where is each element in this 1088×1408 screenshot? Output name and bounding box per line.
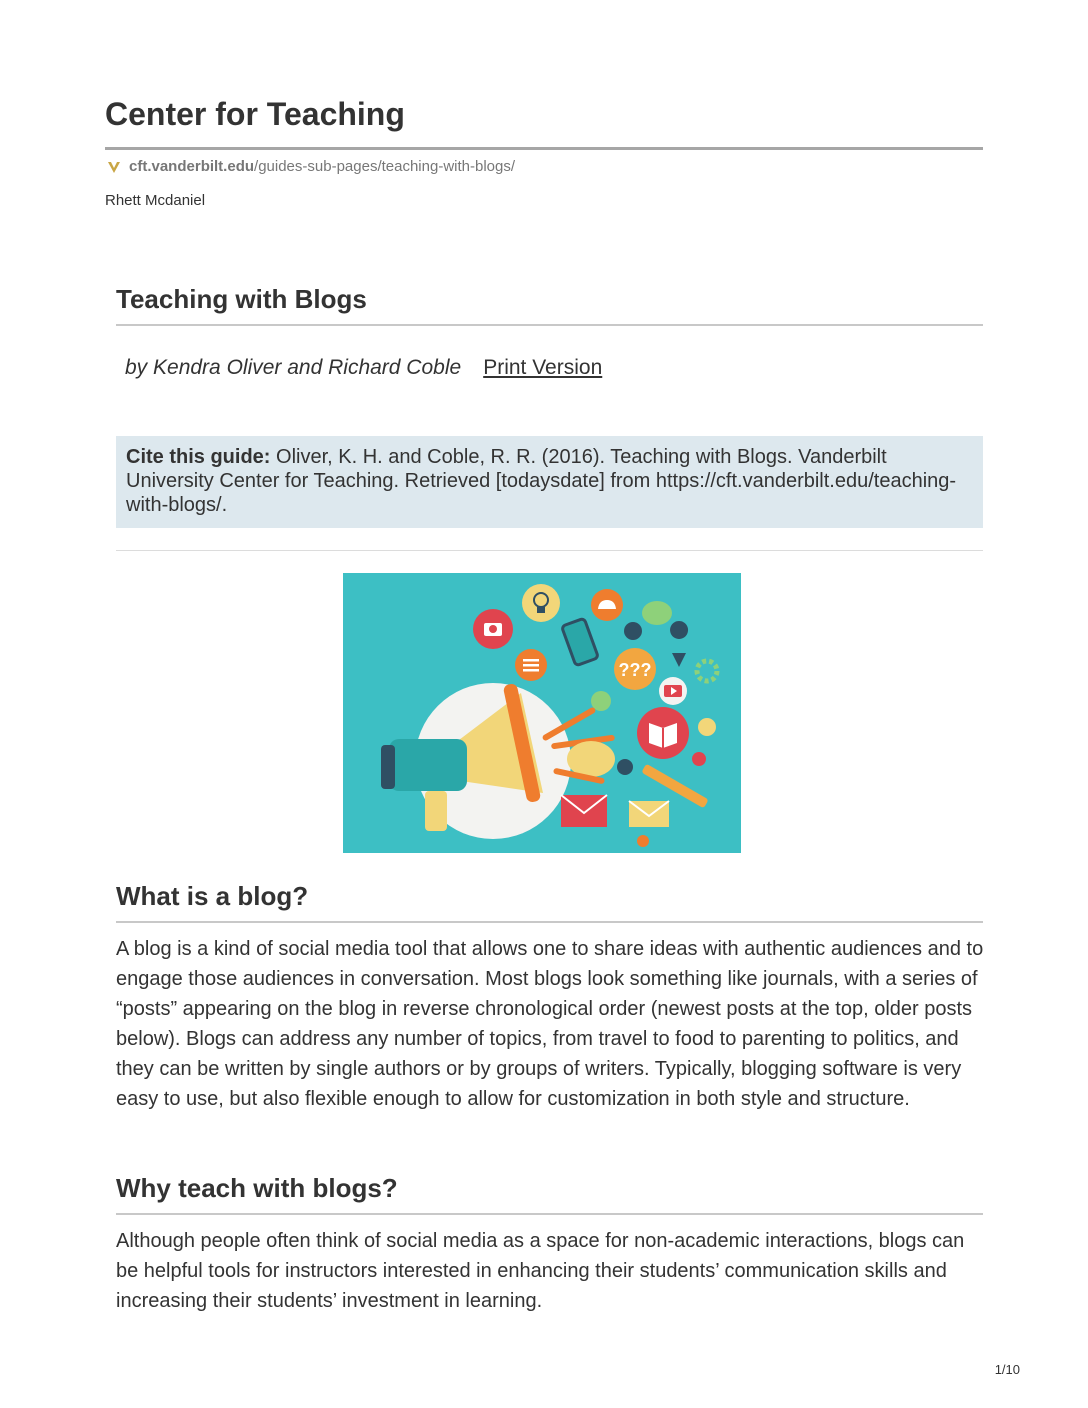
article-title-divider xyxy=(116,324,983,326)
cite-divider xyxy=(116,550,983,551)
svg-text:???: ??? xyxy=(618,660,652,680)
section-heading-why-teach-with-blogs: Why teach with blogs? xyxy=(116,1173,398,1203)
source-url[interactable] xyxy=(107,158,515,175)
section-heading-what-is-a-blog: What is a blog? xyxy=(116,881,309,911)
dot-shape xyxy=(624,622,642,640)
site-title: Center for Teaching xyxy=(105,96,405,132)
cite-box xyxy=(116,436,983,528)
dot-shape xyxy=(698,718,716,736)
section-body-what-is-a-blog: A blog is a kind of social media tool that allows one to share ideas with authentic audiences and to engage those audiences in conversation. Most blogs look something like journals, with a series of “posts” appearing on the blog in reverse chronological order (newest posts at the top, older posts below). Blogs can address any number of topics, from travel to food to parenting to politics, and they can be written by single authors or by groups of writers. Typically, blogging software is very easy to use, but also flexible enough to allow for customization in both style and structure. xyxy=(116,938,984,1110)
speech-bubble-icon xyxy=(567,741,615,777)
site-title-divider xyxy=(105,147,983,150)
dot-shape xyxy=(637,835,649,847)
byline-row xyxy=(125,356,602,380)
url-path: /guides-sub-pages/teaching-with-blogs/ xyxy=(254,158,516,175)
byline: by Kendra Oliver and Richard Coble xyxy=(125,356,462,379)
chat-bubble-icon xyxy=(642,601,672,625)
cite-label: Cite this guide: xyxy=(126,446,271,468)
article-title: Teaching with Blogs xyxy=(116,284,367,314)
url-domain: cft.vanderbilt.edu xyxy=(129,158,255,175)
vanderbilt-v-icon xyxy=(107,160,121,174)
cite-text: Oliver, K. H. and Coble, R. R. (2016). Teaching with Blogs. Vanderbilt University Center for Teaching. Retrieved [todaysdate] from https://cft.vanderbilt.edu/teaching-with-blogs/. xyxy=(126,446,957,516)
section-body-why-teach-with-blogs: Although people often think of social media as a space for non-academic interactions, blogs can be helpful tools for instructors interested in enhancing their students’ communication skills and increasing their students’ investment in learning. xyxy=(116,1230,965,1312)
section-divider xyxy=(116,921,983,923)
print-version-link[interactable]: Print Version xyxy=(483,356,603,379)
megaphone-social-media-illustration xyxy=(343,573,741,853)
megaphone-body-shape xyxy=(389,739,467,791)
page-number: 1/10 xyxy=(994,1362,1020,1377)
dot-shape xyxy=(692,752,706,766)
megaphone-grip-shape xyxy=(425,791,447,831)
lightbulb-icon xyxy=(522,584,560,622)
dot-shape xyxy=(617,759,633,775)
section-divider xyxy=(116,1213,983,1215)
page-author: Rhett Mcdaniel xyxy=(105,192,206,209)
megaphone-handle-shape xyxy=(381,745,395,789)
